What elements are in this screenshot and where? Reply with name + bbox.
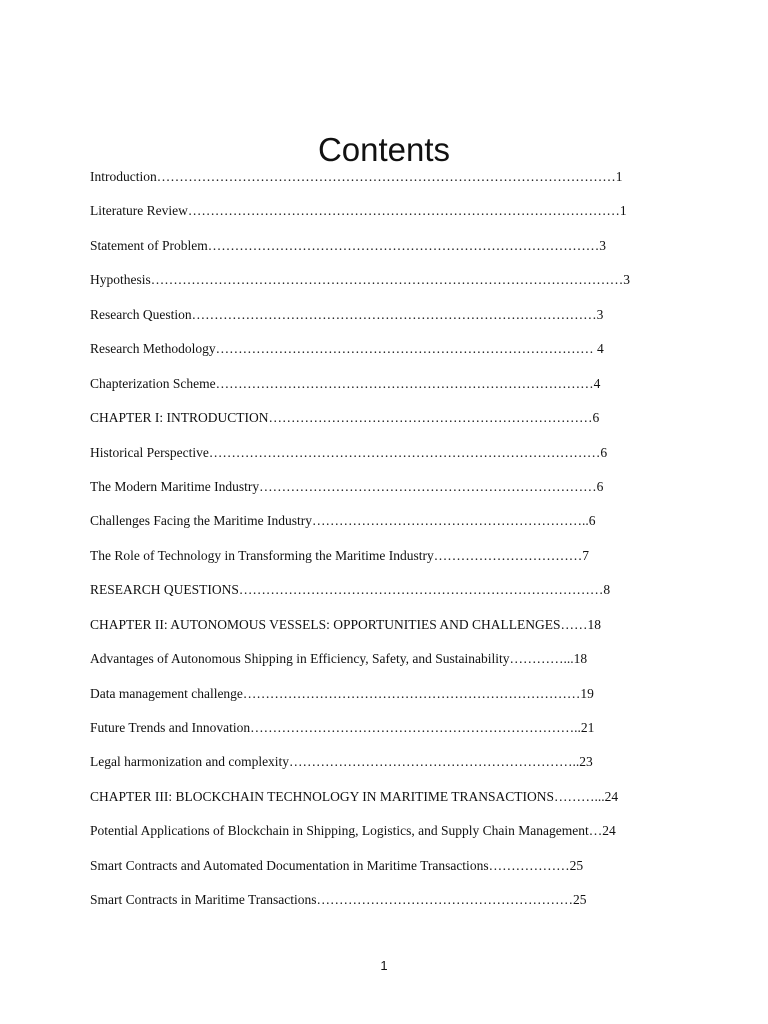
toc-entry: CHAPTER III: BLOCKCHAIN TECHNOLOGY IN MARITIME TRANSACTIONS………...24 bbox=[90, 788, 619, 804]
toc-entry: Chapterization Scheme…………………………………………………………………………4 bbox=[90, 375, 601, 391]
toc-entry: Data management challenge…………………………………………………………………19 bbox=[90, 685, 594, 701]
toc-entry: The Role of Technology in Transforming the Maritime Industry……………………………7 bbox=[90, 547, 590, 563]
toc-entry: Research Question………………………………………………………………………………3 bbox=[90, 306, 604, 322]
toc-entry: Potential Applications of Blockchain in Shipping, Logistics, and Supply Chain Management…24 bbox=[90, 823, 616, 839]
toc-entry: CHAPTER I: INTRODUCTION………………………………………………………………6 bbox=[90, 410, 600, 426]
page-title: Contents bbox=[317, 131, 451, 169]
toc-entry: Historical Perspective……………………………………………………………………………6 bbox=[90, 444, 608, 460]
toc-entry: Research Methodology………………………………………………………………………… 4 bbox=[90, 341, 604, 357]
toc-entry: RESEARCH QUESTIONS………………………………………………………………………8 bbox=[90, 582, 611, 598]
table-of-contents bbox=[90, 166, 650, 924]
toc-entry: Advantages of Autonomous Shipping in Efficiency, Safety, and Sustainability…………...18 bbox=[90, 651, 588, 667]
toc-entry: Statement of Problem……………………………………………………………………………3 bbox=[90, 237, 606, 253]
toc-entry: Introduction…………………………………………………………………………………………1 bbox=[90, 169, 623, 184]
toc-entry: Literature Review……………………………………………………………………………………1 bbox=[90, 203, 627, 219]
toc-entry: Smart Contracts and Automated Documentation in Maritime Transactions………………25 bbox=[90, 857, 584, 873]
toc-entry: Hypothesis……………………………………………………………………………………………3 bbox=[90, 272, 630, 288]
toc-entry: Smart Contracts in Maritime Transactions…………………………………………………25 bbox=[90, 892, 587, 908]
toc-entry: Future Trends and Innovation………………………………………………………………..21 bbox=[90, 720, 595, 735]
toc-entry: The Modern Maritime Industry…………………………………………………………………6 bbox=[90, 478, 604, 494]
toc-entry: CHAPTER II: AUTONOMOUS VESSELS: OPPORTUNITIES AND CHALLENGES……18 bbox=[90, 616, 601, 632]
toc-entry: Legal harmonization and complexity………………………………………………………..23 bbox=[90, 754, 593, 770]
toc-entry: Challenges Facing the Maritime Industry……………………………………………………..6 bbox=[90, 513, 596, 529]
page-number: 1 bbox=[380, 958, 388, 973]
